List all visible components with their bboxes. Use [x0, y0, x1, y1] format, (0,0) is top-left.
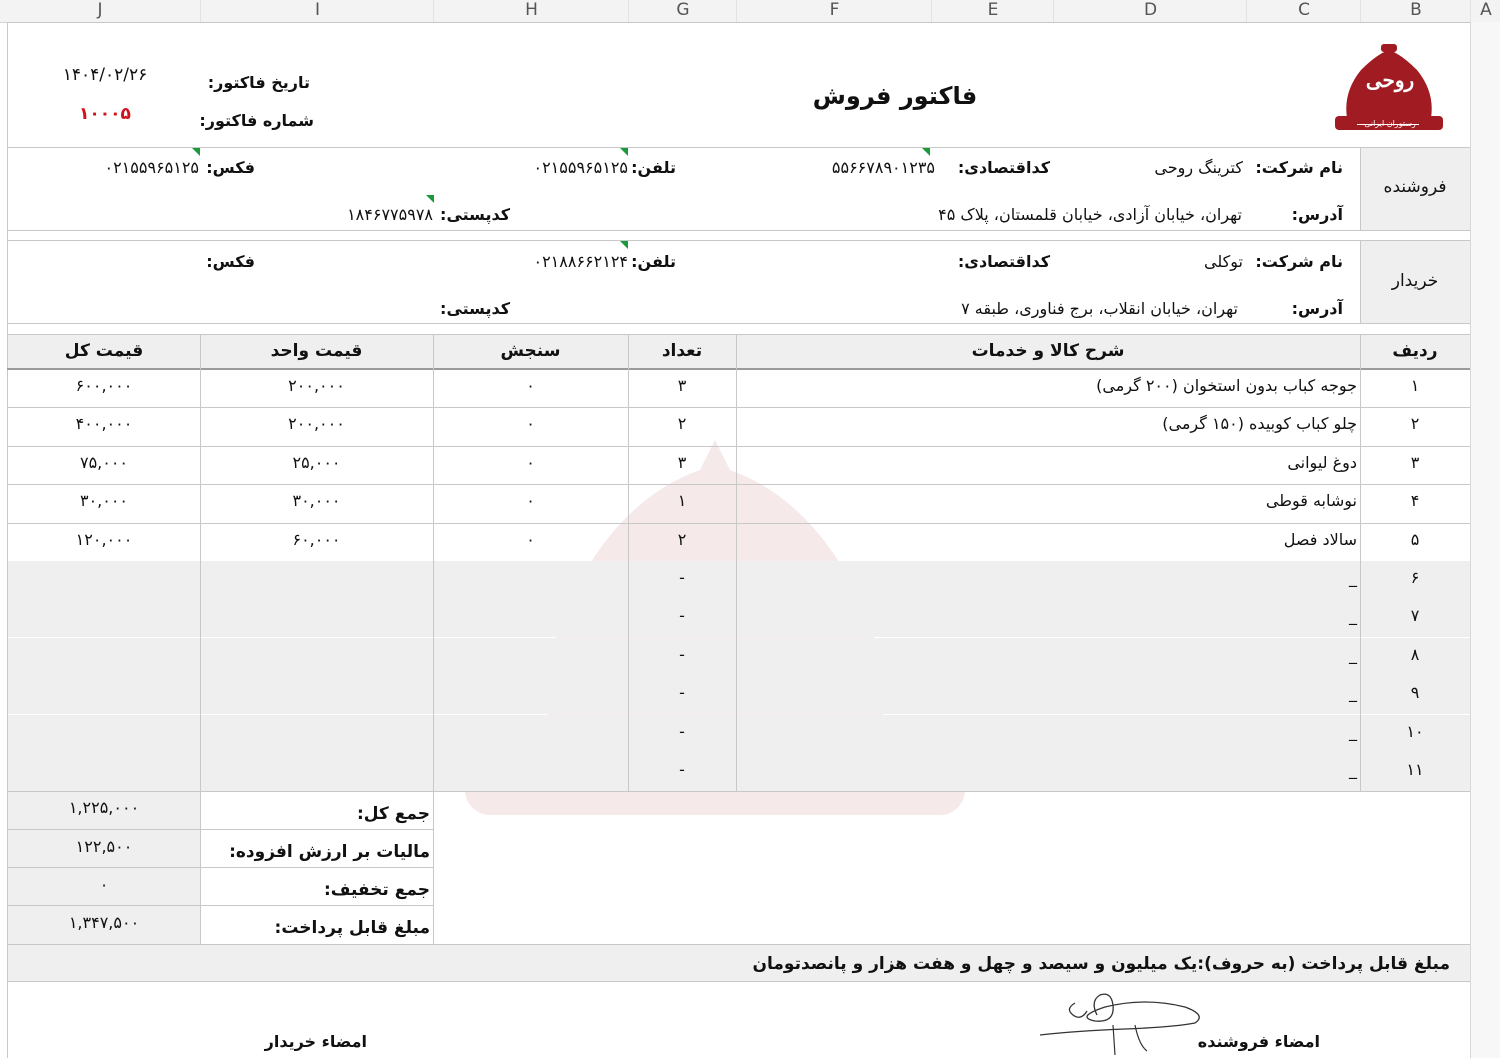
invoice-number-label: شماره فاکتور: — [199, 111, 314, 130]
header-top-border — [7, 22, 1470, 23]
unit-cell[interactable]: ۰ — [526, 453, 535, 472]
invoice-title: فاکتور فروش — [812, 82, 978, 110]
unit-price-cell[interactable]: ۲۰۰,۰۰۰ — [288, 376, 345, 395]
discount-value: ۰ — [99, 875, 109, 894]
vat-label: مالیات بر ارزش افزوده: — [229, 842, 430, 862]
words-bottom-border — [7, 981, 1470, 982]
seller-fax-label: فکس: — [206, 158, 255, 177]
item-description-cell[interactable]: سالاد فصل — [1283, 530, 1357, 549]
buyer-company-value: توکلی — [1204, 252, 1243, 271]
vat-value: ۱۲۲,۵۰۰ — [75, 837, 133, 856]
table-header-top-border — [7, 334, 1470, 335]
unit-price-cell[interactable]: ۶۰,۰۰۰ — [292, 530, 341, 549]
seller-phone-label: تلفن: — [631, 158, 676, 177]
seller-section-divider — [1360, 148, 1361, 230]
item-description-cell[interactable]: _ — [1349, 760, 1357, 779]
column-header-G[interactable]: G — [628, 0, 737, 23]
logo-subtext: رستوران ایرانی — [1364, 119, 1416, 128]
column-header-J[interactable]: J — [0, 0, 200, 23]
total-price-cell[interactable]: ۳۰,۰۰۰ — [79, 491, 129, 510]
item-description-cell[interactable]: _ — [1349, 683, 1357, 702]
row-number-cell[interactable]: ۱۰ — [1406, 722, 1424, 741]
seller-signature — [1035, 985, 1205, 1057]
table-header-description: شرح کالا و خدمات — [971, 341, 1125, 361]
invoice-date-label: تاریخ فاکتور: — [207, 73, 310, 92]
table-row — [8, 599, 1470, 637]
table-row — [8, 638, 1470, 676]
comment-marker[interactable] — [620, 148, 628, 156]
unit-cell[interactable]: ۰ — [526, 491, 535, 510]
quantity-cell[interactable]: ۱ — [677, 491, 687, 510]
comment-marker[interactable] — [426, 195, 434, 203]
row-number-cell[interactable]: ۷ — [1410, 606, 1420, 625]
table-divider — [736, 334, 737, 791]
seller-company-label: نام شرکت: — [1255, 158, 1343, 177]
quantity-cell[interactable]: - — [679, 606, 685, 625]
quantity-cell[interactable]: - — [679, 645, 685, 664]
quantity-cell[interactable]: ۳ — [677, 453, 687, 472]
unit-cell[interactable]: ۰ — [526, 414, 535, 433]
buyer-phone-value: ۰۲۱۸۸۶۶۲۱۲۴ — [533, 252, 628, 271]
seller-postal-code-label: کدپستی: — [440, 205, 510, 224]
item-description-cell[interactable]: جوجه کباب بدون استخوان (۲۰۰ گرمی) — [1096, 376, 1357, 395]
table-header-total-price: قیمت کل — [64, 341, 144, 361]
seller-economic-code-value: ۵۵۶۶۷۸۹۰۱۲۳۵ — [831, 158, 935, 177]
buyer-section-label: خریدار — [1391, 271, 1439, 291]
item-description-cell[interactable]: دوغ لیوانی — [1287, 453, 1357, 472]
column-header-E[interactable]: E — [931, 0, 1054, 23]
invoice-date-value: ۱۴۰۴/۰۲/۲۶ — [62, 65, 148, 85]
words-top-border — [7, 944, 1470, 945]
table-divider — [628, 334, 629, 791]
sheet-gutter — [1470, 22, 1500, 1058]
table-header-unit: سنجش — [500, 341, 561, 361]
seller-fax-value: ۰۲۱۵۵۹۶۵۱۲۵ — [104, 158, 199, 177]
discount-label: جمع تخفیف: — [323, 880, 430, 900]
totals-line — [7, 905, 433, 906]
column-header-D[interactable]: D — [1053, 0, 1247, 23]
item-description-cell[interactable]: نوشابه قوطی — [1265, 491, 1357, 510]
invoice-number-value: ۱۰۰۰۵ — [79, 104, 131, 124]
quantity-cell[interactable]: ۳ — [677, 376, 687, 395]
buyer-company-label: نام شرکت: — [1255, 252, 1343, 271]
quantity-cell[interactable]: - — [679, 683, 685, 702]
totals-line — [7, 867, 433, 868]
column-header-H[interactable]: H — [433, 0, 629, 23]
column-header-I[interactable]: I — [200, 0, 434, 23]
comment-marker[interactable] — [192, 148, 200, 156]
totals-line — [7, 829, 433, 830]
signature-stroke — [1040, 994, 1199, 1035]
seller-phone-value: ۰۲۱۵۵۹۶۵۱۲۵ — [533, 158, 628, 177]
row-number-cell[interactable]: ۹ — [1410, 683, 1420, 702]
row-number-cell[interactable]: ۲ — [1410, 414, 1420, 433]
unit-cell[interactable]: ۰ — [526, 530, 535, 549]
buyer-address-value: تهران، خیابان انقلاب، برج فناوری، طبقه ۷ — [961, 299, 1238, 318]
column-header-A[interactable]: A — [1470, 0, 1500, 23]
buyer-address-label: آدرس: — [1291, 299, 1343, 318]
table-header-unit-price: قیمت واحد — [270, 341, 363, 361]
total-sum-label: جمع کل: — [356, 804, 430, 824]
row-number-cell[interactable]: ۴ — [1410, 491, 1420, 510]
seller-address-value: تهران، خیابان آزادی، خیابان قلمستان، پلاک ۴۵ — [938, 205, 1242, 224]
payable-label: مبلغ قابل پرداخت: — [274, 918, 430, 938]
total-price-cell[interactable]: ۱۲۰,۰۰۰ — [75, 530, 133, 549]
column-header-B[interactable]: B — [1360, 0, 1471, 23]
comment-marker[interactable] — [922, 148, 930, 156]
seller-signature-label: امضاء فروشنده — [1197, 1032, 1320, 1051]
row-number-cell[interactable]: ۶ — [1410, 568, 1420, 587]
signature-stroke — [1069, 1003, 1087, 1017]
table-row — [8, 676, 1470, 714]
totals-line — [7, 791, 433, 792]
unit-price-cell[interactable]: ۳۰,۰۰۰ — [292, 491, 341, 510]
payable-value: ۱,۳۴۷,۵۰۰ — [68, 913, 140, 932]
table-row — [8, 561, 1470, 599]
seller-postal-code-value: ۱۸۴۶۷۷۵۹۷۸ — [347, 205, 433, 224]
buyer-top-border — [7, 240, 1470, 241]
seller-address-label: آدرس: — [1291, 205, 1343, 224]
table-divider — [1360, 334, 1361, 791]
table-row — [8, 753, 1470, 791]
total-price-cell[interactable]: ۷۵,۰۰۰ — [79, 453, 129, 472]
buyer-phone-label: تلفن: — [631, 252, 676, 271]
table-header-quantity: تعداد — [661, 341, 703, 361]
total-price-cell[interactable]: ۶۰۰,۰۰۰ — [75, 376, 133, 395]
unit-price-cell[interactable]: ۲۰۰,۰۰۰ — [288, 414, 345, 433]
total-sum-value: ۱,۲۲۵,۰۰۰ — [68, 798, 140, 817]
quantity-cell[interactable]: - — [679, 568, 685, 587]
header-bottom-border — [7, 147, 1470, 148]
unit-cell[interactable]: ۰ — [526, 376, 535, 395]
quantity-cell[interactable]: - — [679, 760, 685, 779]
buyer-section-divider — [1360, 241, 1361, 323]
item-description-cell[interactable]: _ — [1349, 722, 1357, 741]
unit-price-cell[interactable]: ۲۵,۰۰۰ — [292, 453, 341, 472]
table-row — [8, 715, 1470, 753]
column-header-C[interactable]: C — [1246, 0, 1361, 23]
seller-bottom-border — [7, 230, 1470, 231]
buyer-postal-code-label: کدپستی: — [440, 299, 510, 318]
row-number-cell[interactable]: ۸ — [1410, 645, 1420, 664]
row-number-cell[interactable]: ۵ — [1410, 530, 1420, 549]
logo-text: روحی — [1365, 68, 1415, 92]
buyer-economic-code-label: کداقتصادی: — [957, 252, 1050, 271]
seller-company-value: کترینگ روحی — [1154, 158, 1243, 177]
buyer-fax-label: فکس: — [206, 252, 255, 271]
item-description-cell[interactable]: _ — [1349, 606, 1357, 625]
row-number-cell[interactable]: ۱ — [1410, 376, 1420, 395]
seller-section-label: فروشنده — [1383, 177, 1447, 197]
quantity-cell[interactable]: ۲ — [677, 530, 687, 549]
item-description-cell[interactable]: _ — [1349, 645, 1357, 664]
amount-in-words: مبلغ قابل پرداخت (به حروف):یک میلیون و سیصد و چهل و هفت هزار و پانصدتومان — [752, 954, 1450, 974]
comment-marker[interactable] — [620, 241, 628, 249]
total-price-cell[interactable]: ۴۰۰,۰۰۰ — [75, 414, 133, 433]
totals-divider — [433, 791, 434, 944]
table-divider — [200, 334, 201, 791]
quantity-cell[interactable]: ۲ — [677, 414, 687, 433]
item-description-cell[interactable]: چلو کباب کوبیده (۱۵۰ گرمی) — [1162, 414, 1357, 433]
buyer-bottom-border — [7, 323, 1470, 324]
row-number-cell[interactable]: ۱۱ — [1406, 760, 1424, 779]
table-header-row-number: ردیف — [1392, 341, 1438, 361]
quantity-cell[interactable]: - — [679, 722, 685, 741]
item-description-cell[interactable]: _ — [1349, 568, 1357, 587]
row-number-cell[interactable]: ۳ — [1410, 453, 1420, 472]
column-header-F[interactable]: F — [736, 0, 932, 23]
buyer-signature-label: امضاء خریدار — [264, 1032, 367, 1051]
seller-economic-code-label: کداقتصادی: — [957, 158, 1050, 177]
table-divider — [433, 334, 434, 791]
